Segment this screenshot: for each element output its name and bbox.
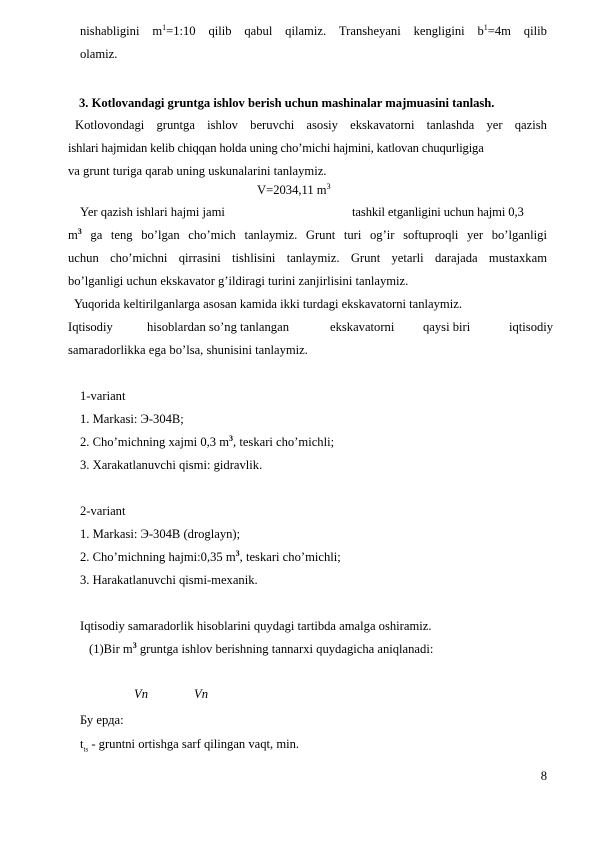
paragraph-line [75,118,547,133]
word: qazish [514,118,547,132]
word: tanlaymiz. [286,251,340,265]
word: cho’mich [188,228,236,242]
word: ekskavatorni [330,320,395,334]
word: darajada [434,251,478,265]
word: ekskavatorni [350,118,415,132]
paragraph-line: Yuqorida keltirilganlarga asosan kamida ikki turdagi ekskavatorni tanlaymiz. [74,297,462,311]
word: cho’michni [110,251,168,265]
word: qaysi biri [423,320,471,334]
paragraph-line: Yer qazish ishlari hajmi jami [80,205,225,219]
paragraph-line: (1)Bir $m^3$ gruntga ishlov berishning tannarxi quydagicha aniqlanadi: [89,641,434,656]
word: bo’lgan [141,228,180,242]
word: Kotlovondagi [75,118,145,132]
word: og’ir [370,228,395,242]
variant-item: 1. Markasi: Э-304В (droglayn); [80,527,241,541]
word: ishlov [207,118,238,132]
word: gruntga [156,118,195,132]
word: tanlashda [426,118,475,132]
word: beruvchi [250,118,295,132]
page-number: 8 [540,769,547,783]
word: Grunt [350,251,381,265]
paragraph-line: tashkil etganligini uchun hajmi 0,3 [352,205,524,219]
formula-fragment: Vn [134,687,148,701]
word: asosiy [306,118,338,132]
word: softuproqli [403,228,459,242]
word: yer [466,228,484,242]
paragraph-line: Iqtisodiy samaradorlik hisoblarini quydagi tartibda amalga oshiramiz. [80,619,432,633]
word: iqtisodiy [509,320,554,334]
variant-title: 1-variant [80,389,126,403]
word: Grunt [305,228,336,242]
word: tanlaymiz. [244,228,298,242]
paragraph-line: va grunt turiga qarab uning uskunalarini tanlaymiz. [68,164,327,178]
text-line: nishabligini $m^1=1:10$ qilib qabul qilamiz. Transheyani kengligini $b^1=4m$ qilib [80,23,547,38]
word: mustaxkam [488,251,547,265]
variant-item: 2. Cho’michning xajmi 0,3 $m^3$, teskari cho’michli; [80,434,335,449]
word: ga [90,228,103,242]
where-label: Бу ерда: [80,713,124,727]
word: bo’lganligi [491,228,547,242]
word: $m^3$ [68,227,82,242]
formula-volume: V=2034,11 $m^3$ [257,182,331,197]
text-line: olamiz. [80,47,118,61]
word: turi [343,228,362,242]
word: yer [486,118,503,132]
formula-fragment: Vn [194,687,208,701]
variant-title: 2-variant [80,504,126,518]
definition-line: $t_{ts}$ - gruntni ortishga sarf qilingan vaqt, min. [80,737,300,754]
word: Iqtisodiy [68,320,113,334]
word: uchun [68,251,99,265]
paragraph-line [68,228,547,243]
word: qirrasini [178,251,221,265]
word: hisoblardan so’ng tanlangan [147,320,289,334]
section-heading: 3. Kotlovandagi gruntga ishlov berish uchun mashinalar majmuasini tanlash. [79,96,495,110]
variant-item: 3. Xarakatlanuvchi qismi: gidravlik. [80,458,263,472]
word: yetarli [391,251,424,265]
word: tishlisini [232,251,276,265]
paragraph-line: bo’lganligi uchun ekskavator g’ildiragi turini zanjirlisini tanlaymiz. [68,274,409,288]
paragraph-line: ishlari hajmidan kelib chiqqan holda uning cho’michi hajmini, katlovan chuqurligiga [68,141,484,155]
word: teng [110,228,133,242]
variant-item: 3. Harakatlanuvchi qismi-mexanik. [80,573,258,587]
paragraph-line: samaradorlikka ega bo’lsa, shunisini tanlaymiz. [68,343,308,357]
variant-item: 1. Markasi: Э-304В; [80,412,184,426]
variant-item: 2. Cho’michning hajmi:0,35 $m^3$, teskari cho’michli; [80,549,341,564]
paragraph-line [68,251,547,266]
